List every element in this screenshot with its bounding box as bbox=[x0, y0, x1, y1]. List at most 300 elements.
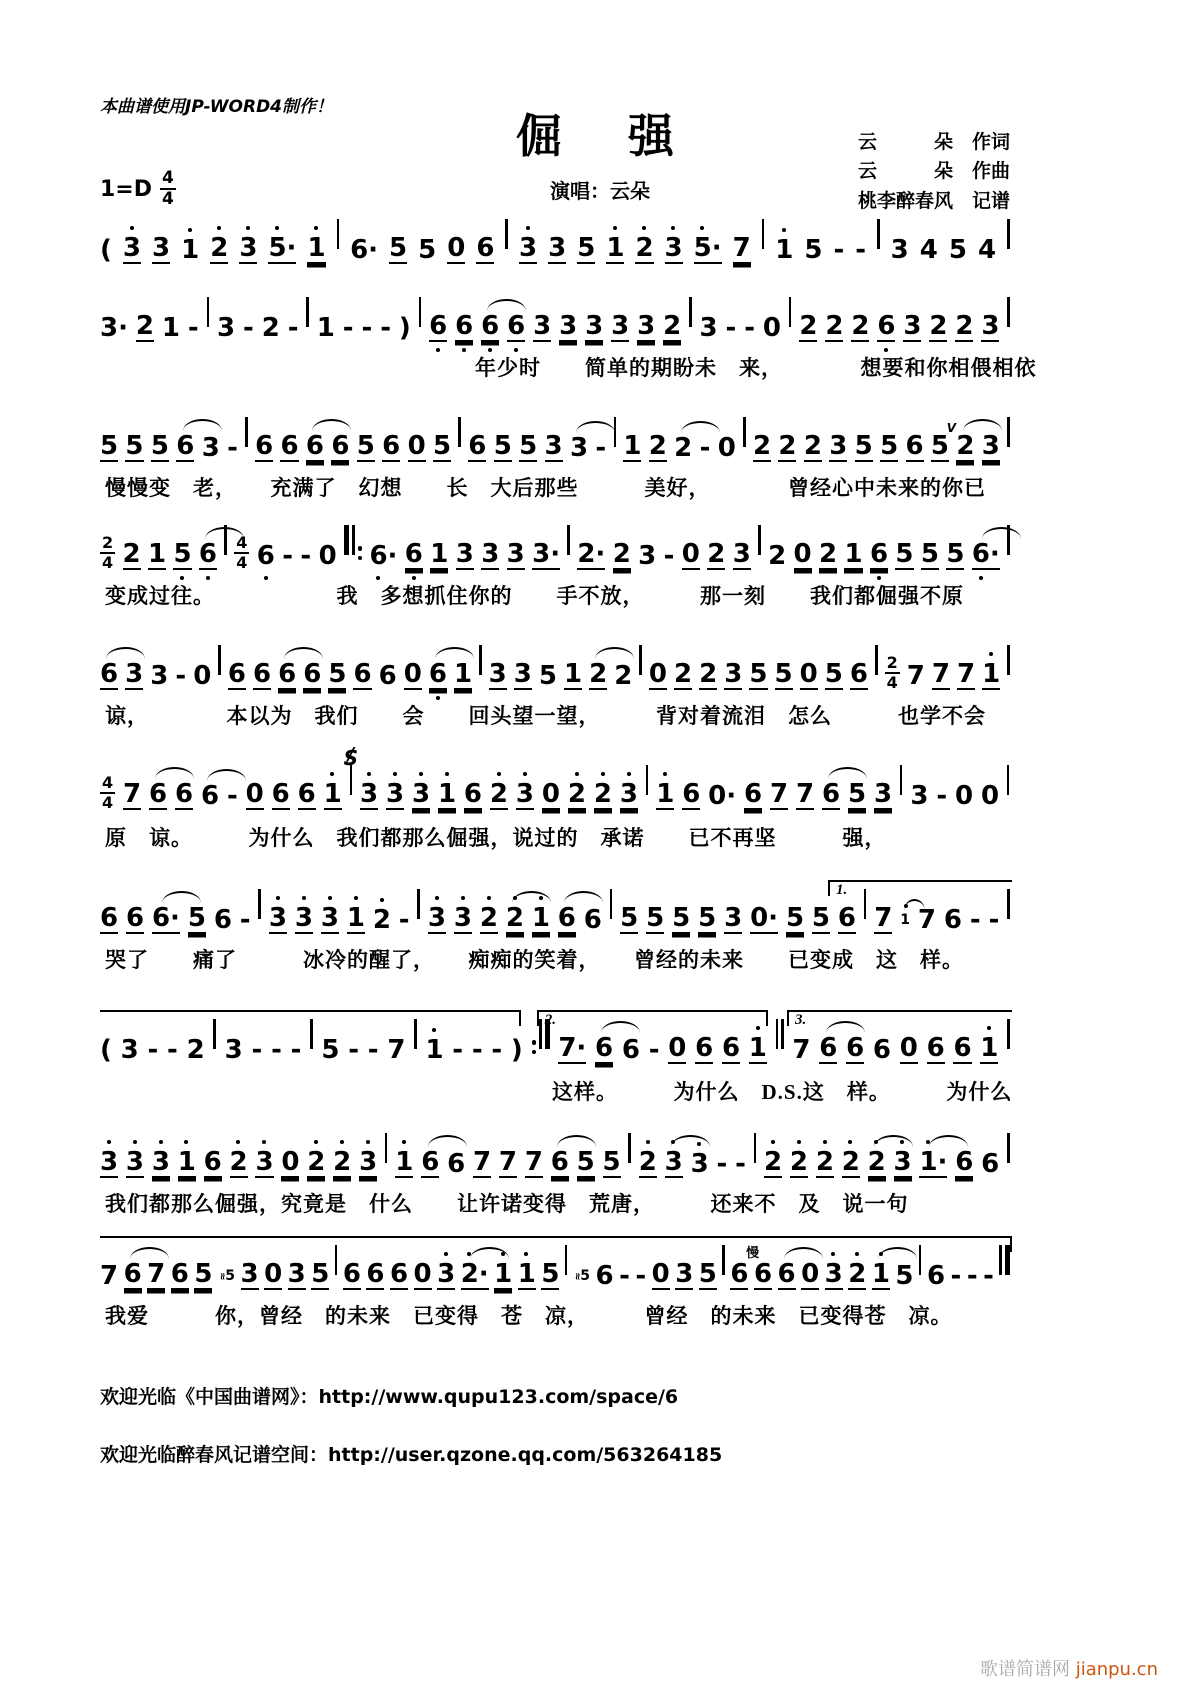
barline bbox=[762, 219, 765, 249]
note bbox=[778, 1248, 796, 1301]
note-digit: 3 bbox=[150, 661, 169, 691]
note-digit: 1 bbox=[181, 235, 200, 265]
note bbox=[121, 1024, 139, 1075]
note-digit: ) bbox=[398, 313, 411, 343]
note bbox=[253, 648, 271, 701]
footer-link-qupu: 欢迎光临《中国曲谱网》：http://www.qupu123.com/space/6 bbox=[100, 1386, 679, 1408]
note bbox=[217, 302, 235, 353]
barline bbox=[610, 902, 613, 932]
note bbox=[100, 302, 128, 353]
score-symbol bbox=[348, 1024, 359, 1075]
note-digit: - bbox=[290, 1035, 302, 1065]
barline bbox=[1007, 902, 1010, 932]
note bbox=[152, 1136, 170, 1189]
note-digit: 1 bbox=[980, 1033, 999, 1063]
note-digit: 7 bbox=[123, 779, 142, 809]
lyrics-line: 原 谅。 为什么 我们都那么倔强，说过的 承诺 已不再坚 强， bbox=[105, 826, 887, 850]
note-digit: 5 bbox=[824, 659, 843, 689]
note-digit: 3 bbox=[611, 311, 630, 341]
octave-dot-above bbox=[782, 228, 786, 232]
note bbox=[404, 648, 422, 701]
note bbox=[981, 1138, 999, 1189]
note bbox=[799, 300, 817, 353]
note bbox=[594, 768, 612, 821]
note-digit: 6 bbox=[695, 1033, 714, 1063]
note bbox=[559, 300, 577, 353]
note bbox=[611, 300, 629, 353]
note bbox=[568, 768, 586, 821]
note-digit: 0 bbox=[193, 661, 212, 691]
note-digit: - bbox=[367, 1035, 379, 1065]
note-digit: 6 bbox=[872, 1035, 892, 1065]
note-digit: - bbox=[833, 235, 845, 265]
score-symbol bbox=[649, 1024, 660, 1075]
note bbox=[978, 224, 996, 275]
note bbox=[218, 1256, 235, 1295]
note bbox=[425, 1024, 443, 1075]
note-digit: 3 bbox=[151, 1147, 170, 1177]
note bbox=[551, 1136, 569, 1189]
note-digit: 6 bbox=[280, 431, 299, 461]
time-signature-number: 2 bbox=[886, 653, 898, 672]
note-digit: 5 bbox=[125, 431, 144, 461]
volta-label: 3. bbox=[795, 1012, 807, 1028]
note-digit: 7 bbox=[917, 905, 936, 935]
score-symbol bbox=[511, 1024, 523, 1075]
note-digit: 3 bbox=[910, 781, 929, 811]
note bbox=[350, 224, 378, 275]
note bbox=[613, 528, 631, 581]
note-digit: 0 bbox=[681, 539, 700, 569]
note bbox=[490, 768, 508, 821]
note bbox=[412, 768, 430, 821]
note bbox=[202, 422, 220, 473]
note bbox=[980, 1022, 998, 1075]
score-symbol bbox=[399, 894, 410, 945]
note bbox=[148, 528, 166, 581]
note-digit: - bbox=[300, 541, 312, 571]
note bbox=[152, 892, 180, 945]
octave-dot-above bbox=[314, 1140, 318, 1144]
note-digit: 1 bbox=[453, 659, 473, 689]
barline bbox=[218, 658, 221, 688]
note-digit: 3· bbox=[100, 313, 128, 343]
note bbox=[663, 300, 681, 353]
note-digit: - bbox=[471, 1035, 483, 1065]
note-digit: 6 bbox=[252, 659, 272, 689]
note-digit: 5 bbox=[804, 235, 823, 265]
note bbox=[494, 420, 512, 473]
note-digit: 2 bbox=[867, 1147, 886, 1177]
note-digit: 7 bbox=[770, 779, 789, 809]
note bbox=[570, 422, 588, 473]
note bbox=[838, 892, 856, 945]
volta-label: 1. bbox=[836, 882, 848, 898]
barline bbox=[628, 1146, 631, 1176]
score-symbol bbox=[951, 1250, 962, 1301]
note-digit: 2 bbox=[372, 905, 391, 935]
score-symbol bbox=[735, 1138, 746, 1189]
note bbox=[819, 1022, 837, 1075]
note-digit: 1 bbox=[437, 779, 457, 809]
note-digit: 1 bbox=[161, 313, 180, 343]
lyrics-line: 这样。 为什么 D.S.这 样。 为什么 bbox=[552, 1080, 1013, 1104]
note-digit: 5 bbox=[328, 659, 347, 689]
note-digit: 6 bbox=[849, 659, 869, 689]
note bbox=[825, 1248, 843, 1301]
note bbox=[480, 892, 498, 945]
note bbox=[373, 894, 391, 945]
note-digit: 6· bbox=[369, 541, 398, 571]
note bbox=[324, 768, 342, 821]
note-digit: 6 bbox=[175, 779, 194, 809]
note-digit: ( bbox=[100, 1035, 112, 1065]
note bbox=[369, 530, 397, 581]
note bbox=[489, 648, 507, 701]
note bbox=[695, 1022, 713, 1075]
note bbox=[919, 1136, 947, 1189]
note-digit: 1· bbox=[919, 1147, 948, 1177]
note bbox=[151, 420, 169, 473]
score-symbol bbox=[452, 1024, 463, 1075]
note bbox=[461, 1248, 489, 1301]
note-digit: 6 bbox=[476, 233, 495, 263]
note bbox=[464, 768, 482, 821]
score-symbol bbox=[227, 770, 238, 821]
note-digit: 6 bbox=[404, 539, 423, 569]
grace-squiggle-icon: ≈ bbox=[216, 1272, 228, 1280]
note-digit: - bbox=[398, 905, 410, 935]
note-digit: - bbox=[936, 781, 948, 811]
notes-row bbox=[100, 1248, 1010, 1301]
note-digit: 2 bbox=[612, 539, 631, 569]
octave-dot-above bbox=[642, 226, 646, 230]
note-digit: 6 bbox=[305, 431, 324, 461]
grace-squiggle-icon: ≈ bbox=[571, 1272, 583, 1280]
barline bbox=[875, 658, 878, 688]
barline bbox=[864, 902, 867, 932]
volta-bracket bbox=[100, 1010, 521, 1026]
note bbox=[507, 300, 525, 353]
note bbox=[321, 1024, 339, 1075]
note bbox=[181, 224, 199, 275]
key-time-signature bbox=[100, 170, 176, 208]
note bbox=[162, 302, 180, 353]
score-symbol bbox=[282, 530, 293, 581]
note-digit: 3 bbox=[873, 779, 893, 809]
note-digit: 1 bbox=[623, 431, 642, 461]
barline bbox=[1007, 658, 1010, 688]
note-digit: 7 bbox=[874, 903, 893, 933]
tempo-annotation: 慢 bbox=[746, 1246, 760, 1261]
note-digit: 6 bbox=[213, 905, 232, 935]
note bbox=[519, 222, 537, 275]
note-digit: 0 bbox=[799, 659, 818, 689]
octave-dot-above bbox=[663, 772, 667, 776]
barline bbox=[505, 232, 508, 262]
note bbox=[468, 420, 486, 473]
music-system-10 bbox=[100, 1248, 1010, 1301]
note-digit: 6 bbox=[981, 1149, 1000, 1179]
note-digit: 7 bbox=[473, 1147, 492, 1177]
octave-dot-above bbox=[987, 1026, 991, 1030]
note bbox=[620, 768, 638, 821]
note bbox=[149, 768, 167, 821]
note-digit: 7 bbox=[387, 1035, 406, 1065]
note bbox=[816, 1136, 834, 1189]
note bbox=[749, 648, 767, 701]
note bbox=[210, 222, 228, 275]
note-digit: 5 bbox=[418, 235, 437, 265]
note-digit: 5 bbox=[930, 431, 950, 461]
note-digit: - bbox=[239, 905, 251, 935]
note bbox=[927, 1022, 945, 1075]
octave-dot-above bbox=[340, 1140, 344, 1144]
barline bbox=[258, 889, 261, 919]
barline bbox=[689, 310, 692, 340]
note bbox=[589, 648, 607, 701]
note-digit: 2 bbox=[851, 311, 870, 341]
barline bbox=[875, 645, 878, 675]
note bbox=[239, 222, 257, 275]
note-digit: 6 bbox=[463, 779, 483, 809]
note-digit: 7 bbox=[732, 233, 751, 263]
note-digit: 3 bbox=[411, 779, 431, 809]
note-digit: 1 bbox=[395, 1147, 414, 1177]
note-digit: 2 bbox=[638, 1147, 657, 1177]
note bbox=[595, 1022, 613, 1075]
note bbox=[408, 420, 426, 473]
barline bbox=[900, 765, 903, 795]
note bbox=[794, 528, 812, 581]
note-digit: 6 bbox=[507, 311, 526, 341]
note-digit: 7· bbox=[558, 1033, 587, 1063]
key-label: 1=D bbox=[100, 176, 153, 202]
barline bbox=[337, 219, 340, 249]
note-digit: 3 bbox=[890, 235, 909, 265]
note-digit: - bbox=[725, 313, 737, 343]
note-digit: 1 bbox=[775, 235, 794, 265]
note bbox=[649, 420, 667, 473]
score-symbol bbox=[855, 224, 866, 275]
score-symbol bbox=[619, 1250, 630, 1301]
note-digit: - bbox=[227, 433, 238, 463]
note bbox=[623, 420, 641, 473]
barline bbox=[610, 889, 613, 919]
music-system-7 bbox=[100, 882, 1010, 945]
octave-dot-above bbox=[697, 1142, 701, 1146]
note-digit: 5 bbox=[774, 659, 793, 689]
barline bbox=[646, 765, 649, 795]
note bbox=[317, 302, 335, 353]
note-digit: 5 bbox=[620, 903, 639, 933]
note-digit: 6 bbox=[468, 431, 487, 461]
notes-row bbox=[100, 746, 1010, 821]
note-digit: 7 bbox=[147, 1259, 166, 1289]
octave-dot-above bbox=[380, 898, 384, 902]
note bbox=[672, 892, 690, 945]
note bbox=[230, 1136, 248, 1189]
note-digit: - bbox=[251, 1035, 263, 1065]
note bbox=[481, 528, 499, 581]
note-digit: 1 bbox=[531, 903, 550, 933]
note-digit: 6 bbox=[943, 905, 962, 935]
note-digit: 3 bbox=[255, 1147, 274, 1177]
repeat-close-barline bbox=[532, 1032, 550, 1062]
note-digit: 6 bbox=[278, 659, 297, 689]
note-digit: - bbox=[969, 905, 981, 935]
note-digit: 2 bbox=[674, 433, 693, 463]
note-digit: 7 bbox=[498, 1147, 517, 1177]
inline-time-signature bbox=[100, 775, 115, 811]
note bbox=[454, 648, 472, 701]
note bbox=[548, 222, 566, 275]
note bbox=[447, 1138, 465, 1189]
note-digit: - bbox=[491, 1035, 503, 1065]
note bbox=[359, 1136, 377, 1189]
time-signature-bottom: 4 bbox=[162, 189, 174, 209]
note bbox=[268, 222, 296, 275]
note bbox=[433, 420, 451, 473]
note bbox=[507, 528, 525, 581]
note bbox=[639, 1136, 657, 1189]
note bbox=[321, 892, 339, 945]
note bbox=[722, 1022, 740, 1075]
note bbox=[900, 900, 910, 939]
barline bbox=[789, 310, 792, 340]
note bbox=[421, 1136, 439, 1189]
score-symbol bbox=[700, 422, 711, 473]
note bbox=[649, 648, 667, 701]
note bbox=[194, 1248, 212, 1301]
note bbox=[295, 892, 313, 945]
barline bbox=[776, 1019, 779, 1049]
note-digit: 3 bbox=[981, 431, 1000, 461]
note bbox=[264, 1248, 282, 1301]
note bbox=[126, 892, 144, 945]
time-signature-number: 4 bbox=[236, 553, 248, 572]
breath-mark-icon: V bbox=[946, 421, 957, 435]
note-digit: 3 bbox=[216, 313, 236, 343]
note-digit: 3 bbox=[533, 311, 552, 341]
octave-dot-above bbox=[497, 772, 501, 776]
octave-dot-above bbox=[461, 896, 465, 900]
score-symbol bbox=[936, 770, 947, 821]
note-digit: - bbox=[663, 541, 675, 571]
note-digit: 6 bbox=[721, 1033, 741, 1063]
note-digit: 0 bbox=[793, 539, 812, 569]
barline bbox=[335, 1258, 338, 1288]
note-digit: 3 bbox=[699, 313, 718, 343]
note bbox=[903, 300, 921, 353]
octave-dot-above bbox=[276, 896, 280, 900]
note-digit: 6 bbox=[203, 1147, 222, 1177]
repeat-dots bbox=[532, 1040, 537, 1054]
note-digit: 5 bbox=[187, 903, 206, 933]
note-digit: 6 bbox=[926, 1033, 945, 1063]
note bbox=[895, 528, 913, 581]
octave-dot-above bbox=[130, 226, 134, 230]
note bbox=[638, 530, 656, 581]
note-digit: 3· bbox=[532, 539, 561, 569]
note-digit: 7 bbox=[100, 1261, 119, 1291]
note-digit: 2 bbox=[261, 313, 280, 343]
note-digit: 6 bbox=[621, 1035, 640, 1065]
note bbox=[100, 648, 118, 701]
note-digit: 5· bbox=[693, 233, 722, 263]
note-digit: 3 bbox=[544, 431, 563, 461]
note bbox=[173, 528, 191, 581]
music-system-5 bbox=[100, 648, 1010, 701]
notes-row bbox=[100, 1022, 1010, 1075]
score-symbol bbox=[380, 302, 391, 353]
lyrics-line: 我们都那么倔强，究竟是 什么 让许诺变得 荒唐， 还来不 及 说一句 bbox=[105, 1192, 909, 1216]
barline bbox=[245, 430, 248, 460]
note bbox=[724, 648, 742, 701]
barline bbox=[900, 778, 903, 808]
note-digit: 0· bbox=[708, 781, 737, 811]
note-digit: 6 bbox=[550, 1147, 569, 1177]
note-digit: 2 bbox=[799, 311, 818, 341]
note-digit: 0 bbox=[318, 541, 337, 571]
note-digit: - bbox=[648, 1035, 660, 1065]
time-signature-number: 4 bbox=[236, 533, 248, 552]
barline bbox=[877, 232, 880, 262]
note-digit: 5· bbox=[268, 233, 297, 263]
note bbox=[708, 770, 736, 821]
note bbox=[764, 1136, 782, 1189]
note bbox=[386, 768, 404, 821]
score-symbol bbox=[175, 650, 186, 701]
note-digit: - bbox=[242, 313, 254, 343]
note-digit: 6 bbox=[342, 1259, 361, 1289]
note-digit: 5 bbox=[493, 431, 512, 461]
note-digit: 6 bbox=[170, 1259, 189, 1289]
note bbox=[278, 648, 296, 701]
note bbox=[665, 1136, 683, 1189]
note-digit: 5 bbox=[920, 539, 939, 569]
barline bbox=[758, 525, 761, 555]
note-digit: 3 bbox=[548, 233, 567, 263]
time-signature-number: 4 bbox=[102, 553, 114, 572]
note-digit: 3 bbox=[981, 311, 1000, 341]
barline bbox=[1007, 778, 1010, 808]
note-digit: 6· bbox=[151, 903, 180, 933]
note-digit: 0 bbox=[899, 1033, 918, 1063]
music-system-9 bbox=[100, 1136, 1010, 1189]
barline bbox=[919, 1258, 922, 1288]
note bbox=[874, 892, 892, 945]
score-symbol bbox=[252, 1024, 263, 1075]
note-digit: 6 bbox=[819, 1033, 838, 1063]
note bbox=[454, 892, 472, 945]
octave-dot-above bbox=[402, 1140, 406, 1144]
octave-dot-above bbox=[831, 1252, 835, 1256]
note-digit: 5 bbox=[895, 1261, 914, 1291]
note bbox=[379, 650, 397, 701]
barline bbox=[218, 645, 221, 675]
note-digit: - bbox=[361, 313, 373, 343]
note bbox=[558, 1022, 586, 1075]
note bbox=[123, 768, 141, 821]
note-digit: 2 bbox=[674, 659, 693, 689]
note-digit: - bbox=[988, 905, 1000, 935]
note-digit: - bbox=[167, 1035, 178, 1065]
score-symbol bbox=[970, 894, 981, 945]
note-digit: 5 bbox=[538, 661, 557, 691]
note-digit: 2 bbox=[778, 431, 797, 461]
barline bbox=[639, 645, 642, 675]
